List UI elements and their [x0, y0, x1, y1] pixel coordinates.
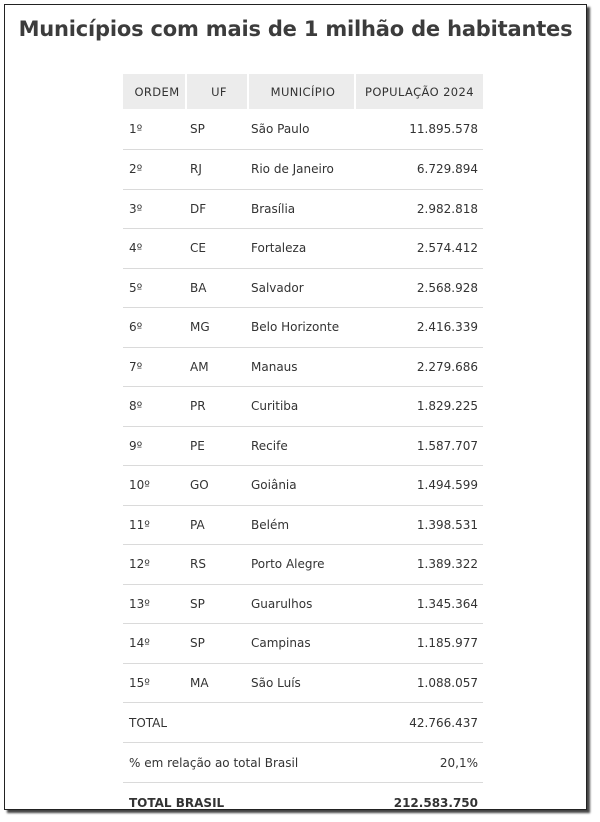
population-table — [123, 74, 483, 822]
cell-ordem: 11º — [123, 505, 186, 545]
table-row — [123, 387, 483, 427]
cell-populacao: 1.587.707 — [355, 426, 483, 466]
header-populacao: POPULAÇÃO 2024 — [355, 74, 483, 109]
cell-ordem: 1º — [123, 109, 186, 150]
table-row — [123, 229, 483, 269]
cell-uf: SP — [186, 584, 248, 624]
cell-populacao: 1.088.057 — [355, 663, 483, 703]
total-brasil-row — [123, 783, 483, 822]
cell-municipio: Salvador — [248, 268, 355, 308]
header-ordem: ORDEM — [123, 74, 186, 109]
table-row — [123, 663, 483, 703]
cell-ordem: 9º — [123, 426, 186, 466]
cell-municipio: Guarulhos — [248, 584, 355, 624]
header-municipio: MUNICÍPIO — [248, 74, 355, 109]
cell-populacao: 1.389.322 — [355, 545, 483, 585]
cell-ordem: 13º — [123, 584, 186, 624]
cell-populacao: 1.398.531 — [355, 505, 483, 545]
cell-municipio: São Paulo — [248, 109, 355, 150]
cell-uf: RS — [186, 545, 248, 585]
table-row — [123, 109, 483, 150]
image-frame — [4, 4, 587, 810]
cell-uf: GO — [186, 466, 248, 506]
table-body — [123, 109, 483, 703]
cell-uf: MG — [186, 308, 248, 348]
header-uf: UF — [186, 74, 248, 109]
total-brasil-label: TOTAL BRASIL — [123, 783, 355, 822]
cell-populacao: 2.416.339 — [355, 308, 483, 348]
cell-uf: PE — [186, 426, 248, 466]
page-title: Municípios com mais de 1 milhão de habitantes — [5, 17, 586, 41]
cell-municipio: Goiânia — [248, 466, 355, 506]
cell-populacao: 1.345.364 — [355, 584, 483, 624]
cell-populacao: 6.729.894 — [355, 150, 483, 190]
total-label: TOTAL — [123, 703, 355, 743]
cell-uf: RJ — [186, 150, 248, 190]
cell-municipio: Fortaleza — [248, 229, 355, 269]
cell-ordem: 10º — [123, 466, 186, 506]
cell-municipio: Belo Horizonte — [248, 308, 355, 348]
cell-municipio: Rio de Janeiro — [248, 150, 355, 190]
total-brasil-value: 212.583.750 — [355, 783, 483, 822]
table-row — [123, 268, 483, 308]
cell-uf: PA — [186, 505, 248, 545]
cell-uf: SP — [186, 109, 248, 150]
cell-ordem: 8º — [123, 387, 186, 427]
cell-ordem: 12º — [123, 545, 186, 585]
cell-uf: SP — [186, 624, 248, 664]
cell-uf: BA — [186, 268, 248, 308]
table-row — [123, 426, 483, 466]
percent-row — [123, 743, 483, 783]
cell-populacao: 1.494.599 — [355, 466, 483, 506]
cell-ordem: 15º — [123, 663, 186, 703]
table-row — [123, 466, 483, 506]
cell-populacao: 2.279.686 — [355, 347, 483, 387]
cell-ordem: 4º — [123, 229, 186, 269]
cell-ordem: 3º — [123, 189, 186, 229]
cell-uf: PR — [186, 387, 248, 427]
cell-populacao: 2.574.412 — [355, 229, 483, 269]
percent-label: % em relação ao total Brasil — [123, 743, 355, 783]
table-row — [123, 505, 483, 545]
cell-municipio: Belém — [248, 505, 355, 545]
table-row — [123, 150, 483, 190]
table-row — [123, 308, 483, 348]
percent-value: 20,1% — [355, 743, 483, 783]
cell-ordem: 5º — [123, 268, 186, 308]
cell-municipio: Campinas — [248, 624, 355, 664]
total-row — [123, 703, 483, 743]
cell-municipio: São Luís — [248, 663, 355, 703]
cell-populacao: 11.895.578 — [355, 109, 483, 150]
table-header-row — [123, 74, 483, 109]
cell-populacao: 1.185.977 — [355, 624, 483, 664]
table-row — [123, 545, 483, 585]
cell-municipio: Curitiba — [248, 387, 355, 427]
cell-ordem: 6º — [123, 308, 186, 348]
table-row — [123, 584, 483, 624]
cell-municipio: Recife — [248, 426, 355, 466]
cell-populacao: 2.982.818 — [355, 189, 483, 229]
total-value: 42.766.437 — [355, 703, 483, 743]
cell-uf: MA — [186, 663, 248, 703]
cell-uf: AM — [186, 347, 248, 387]
table-row — [123, 624, 483, 664]
cell-uf: CE — [186, 229, 248, 269]
cell-populacao: 2.568.928 — [355, 268, 483, 308]
cell-uf: DF — [186, 189, 248, 229]
cell-ordem: 2º — [123, 150, 186, 190]
cell-municipio: Manaus — [248, 347, 355, 387]
table-row — [123, 347, 483, 387]
cell-municipio: Brasília — [248, 189, 355, 229]
cell-ordem: 7º — [123, 347, 186, 387]
cell-populacao: 1.829.225 — [355, 387, 483, 427]
cell-ordem: 14º — [123, 624, 186, 664]
cell-municipio: Porto Alegre — [248, 545, 355, 585]
table-row — [123, 189, 483, 229]
